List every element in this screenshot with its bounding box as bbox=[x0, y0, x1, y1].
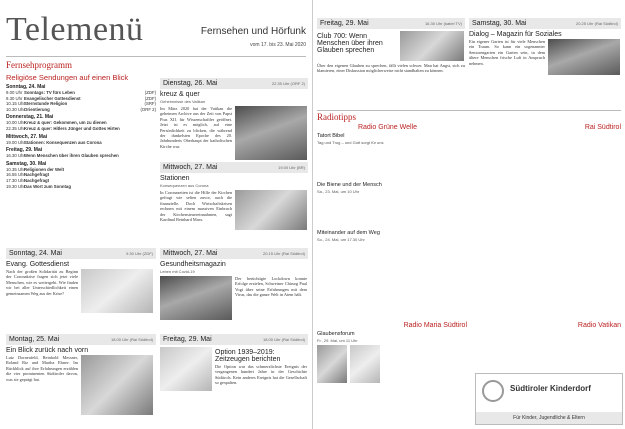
program-time: 17.30 Uhr bbox=[6, 177, 25, 183]
ad-name: Südtiroler Kinderdorf bbox=[510, 384, 591, 393]
masthead-subtitle: Fernsehen und Hörfunk bbox=[200, 26, 306, 37]
radio-text-block bbox=[421, 142, 519, 147]
article-meta: 20.15 Uhr (Rai Südtirol) bbox=[262, 251, 305, 256]
masthead-logo: Telemenü bbox=[6, 11, 144, 48]
radio-item-sub: So., 24. Mai, um 17.30 Uhr bbox=[317, 236, 365, 242]
article-title: kreuz & quer bbox=[160, 91, 200, 98]
radio-column-2 bbox=[421, 124, 519, 294]
program-title: Orientierung bbox=[24, 106, 50, 112]
article-photo bbox=[81, 355, 153, 415]
article-photo bbox=[400, 31, 464, 61]
radio-item-title: Tatort Bibel bbox=[317, 133, 345, 139]
masthead bbox=[6, 12, 306, 52]
divider bbox=[6, 56, 306, 57]
article-day: Mittwoch, 27. Mai bbox=[163, 250, 218, 257]
article-day-header bbox=[160, 162, 308, 173]
article-text: Lutz Dorneufeld, Reinhold Messner, Roland Riz und Martha Ebner: Im Rückblick auf ihre Erfahrungen erzählen die vier prominenten Südtiroler davon, was sie geprägt hat. bbox=[6, 355, 78, 382]
article-text: Die Option war das schmerzlichste Ereignis der vergangenen hundert Jahre in der Geschichte Südtirols. Kein anderes Ereignis hat die Gesellschaft so gespalten. bbox=[215, 364, 307, 386]
article-day: Dienstag, 26. Mai bbox=[163, 80, 218, 87]
program-day: Donnerstag, 21. Mai bbox=[6, 114, 54, 121]
program-channel: (ZDF) bbox=[144, 95, 156, 101]
station-name: Radio Grüne Welle bbox=[357, 124, 417, 131]
article-day-header bbox=[317, 18, 465, 29]
article-dialog bbox=[469, 18, 621, 75]
program-list bbox=[6, 84, 156, 189]
article-title: Option 1939–2019: Zeitzeugen berichten bbox=[215, 349, 281, 363]
article-day: Samstag, 30. Mai bbox=[472, 20, 527, 27]
article-photo bbox=[81, 269, 153, 313]
program-title: Evangelischer Gottesdienst bbox=[24, 95, 81, 101]
article-day: Mittwoch, 27. Mai bbox=[163, 164, 218, 171]
program-row bbox=[6, 107, 156, 113]
article-day: Freitag, 29. Mai bbox=[163, 336, 212, 343]
divider bbox=[317, 110, 621, 111]
article-day-header bbox=[160, 78, 308, 89]
ad-tagline: Für Kinder, Jugendliche & Eltern bbox=[476, 412, 622, 424]
article-meta: 18.00 Uhr (Rai Südtirol) bbox=[262, 337, 305, 342]
program-title: Kreuz & quer: Hitlers Jünger und Gottes Hirten bbox=[24, 125, 120, 131]
station-name: Radio Vatikan bbox=[577, 322, 621, 329]
program-title: Sonntags: TV fürs Leben bbox=[24, 90, 75, 95]
program-title: Kreuz & quer: Gekommen, um zu dienen bbox=[24, 120, 107, 126]
article-meta: 19.00 Uhr (BR) bbox=[278, 165, 305, 170]
article-photo bbox=[548, 39, 620, 75]
article-option bbox=[160, 334, 308, 391]
program-time: 19.30 Uhr bbox=[6, 183, 25, 189]
article-day: Freitag, 29. Mai bbox=[320, 20, 369, 27]
program-time: 10.00 Uhr bbox=[6, 120, 25, 126]
article-title: Gesundheitsmagazin bbox=[160, 261, 226, 268]
program-title: Wenn Menschen über ihren Glauben sprechen bbox=[24, 153, 119, 159]
article-meta: 18.00 Uhr (Rai Südtirol) bbox=[110, 337, 153, 342]
article-day-header bbox=[160, 334, 308, 345]
program-day: Samstag, 30. Mai bbox=[6, 160, 47, 167]
radio-item-text bbox=[317, 147, 417, 152]
article-day-header bbox=[469, 18, 621, 29]
article-title: Stationen bbox=[160, 175, 190, 182]
article-gottesdienst bbox=[6, 248, 156, 313]
radio-column-3 bbox=[523, 124, 621, 131]
radio-photo bbox=[350, 345, 380, 383]
left-page bbox=[0, 0, 312, 429]
program-time: 9.00 Uhr bbox=[6, 90, 23, 95]
masthead-dates: vom 17. bis 23. Mai 2020 bbox=[250, 42, 306, 48]
radio-item-sub: Tag und Trug – und Gott sorgt für uns bbox=[317, 140, 384, 145]
article-subtitle: Konsequenzen aus Corona bbox=[160, 183, 209, 188]
program-channel: (ZDF) bbox=[144, 90, 156, 95]
article-gesundheit bbox=[160, 248, 308, 320]
article-title: Club 700: Wenn Menschen über ihren Glauben sprechen bbox=[317, 33, 383, 54]
article-day: Sonntag, 24. Mai bbox=[9, 250, 62, 257]
article-title: Evang. Gottesdienst bbox=[6, 261, 70, 268]
article-photo bbox=[235, 106, 307, 160]
article-meta: 20.25 Uhr (Rai Südtirol) bbox=[575, 21, 618, 26]
station-name: Radio Maria Südtirol bbox=[403, 322, 467, 329]
article-title: Ein Blick zurück nach vorn bbox=[6, 347, 89, 354]
radio-item-sub: Fr., 29. Mai, um 11 Uhr bbox=[317, 338, 358, 343]
radio-item-sub: Sa., 23. Mai, um 10 Uhr bbox=[317, 188, 360, 194]
kinderdorf-ad[interactable] bbox=[475, 373, 623, 425]
program-overview bbox=[6, 60, 156, 189]
radio-photo bbox=[317, 345, 347, 383]
program-row bbox=[6, 126, 156, 132]
section-title: Fernsehprogramm bbox=[6, 60, 72, 70]
article-text: Der berüchtigte Lockdown konnte Erfolge erzielen, Schweiner Chirurg Paul Vogt über seine Erfahrungen mit dem Virus, das die ganze Welt in Atem hält. bbox=[235, 276, 307, 298]
radio-item-title: Miteinander auf dem Weg bbox=[317, 229, 380, 236]
radiotipps-title: Radiotipps bbox=[317, 112, 357, 122]
radio-column-1 bbox=[317, 124, 417, 244]
overview-heading: Religiöse Sendungen auf einen Blick bbox=[6, 73, 129, 82]
article-text: Im März 2020 hat der Vatikan die geheimen Archive aus der Zeit von Papst Pius XII. für Wissenschaftler geöffnet. Jetzt ist es möglich, auf eine Persönlichkeit zu blicken, die während der dunkelsten Epoche des 20. Jahrhunderts Oberhaupt der katholischen Kirche war. bbox=[160, 106, 232, 149]
program-time: 10.15 Uhr bbox=[6, 101, 25, 107]
article-day: Montag, 25. Mai bbox=[9, 336, 60, 343]
program-row bbox=[6, 140, 156, 146]
article-meta: 22.35 Uhr (ORF 2) bbox=[271, 81, 305, 86]
kinderdorf-logo-icon bbox=[482, 380, 504, 402]
program-day: Sonntag, 24. Mai bbox=[6, 84, 46, 90]
radio-item-title: Glaubensforum bbox=[317, 331, 355, 337]
article-text: Ein eigener Garten ist für viele Menschen ein Traum. So kann ein sogenannter Seniorengarten ein Garten sein, in dem ältere Menschen frische Luft in Anspruch nehmen. bbox=[469, 39, 545, 66]
article-meta: 9.30 Uhr (ZDF) bbox=[126, 251, 153, 256]
article-club700 bbox=[317, 18, 465, 74]
radio-maria bbox=[317, 322, 467, 383]
station-name: Rai Südtirol bbox=[584, 124, 621, 131]
program-time: 9.30 Uhr bbox=[6, 95, 23, 101]
program-title: Stationen: Konsequenzen aus Corona bbox=[24, 139, 102, 145]
article-photo bbox=[235, 190, 307, 230]
article-text: In Coronazeiten ist die Hilfe der Kirchen gefragt wie selten zuvor, auch die finanzielle. Doch Wirtschaftskrisen rechnen mit einem massiven Einbruch der Kirchensteuereinnahmen, sagt Kardinal Reinhard Marx. bbox=[160, 190, 232, 223]
article-day-header bbox=[6, 334, 156, 345]
program-day: Freitag, 29. Mai bbox=[6, 147, 43, 154]
program-row bbox=[6, 153, 156, 159]
program-title: Das Wort zum Sonntag bbox=[24, 183, 71, 189]
right-page bbox=[313, 0, 625, 429]
radio-vatikan bbox=[523, 322, 621, 329]
program-title: Religionen der Welt bbox=[24, 166, 65, 172]
program-time: 16.30 Uhr bbox=[6, 153, 25, 159]
radio-item-title: Die Biene und der Mensch bbox=[317, 181, 382, 188]
article-dienstag bbox=[160, 78, 308, 160]
program-time: 16.55 Uhr bbox=[6, 172, 25, 178]
article-photo bbox=[160, 347, 212, 391]
program-title: Nachgefragt bbox=[24, 172, 50, 178]
article-meta: 16.30 Uhr (kabel TV) bbox=[424, 21, 462, 26]
article-photo bbox=[160, 276, 232, 320]
program-time: 22.35 Uhr bbox=[6, 125, 25, 131]
article-stationen bbox=[160, 162, 308, 230]
program-channel: (SRF) bbox=[144, 101, 156, 107]
article-rueckblick bbox=[6, 334, 156, 415]
article-text: Nach der großen Solidarität zu Beginn der Coronakrise fragen sich jetzt viele Menschen, wie es weitergeht. Wie finden wir bei aller Unterschiedlichkeit einen gemeinsamen Weg aus der Krise? bbox=[6, 269, 78, 296]
program-row bbox=[6, 184, 156, 190]
program-title: Nachgefragt bbox=[24, 177, 50, 183]
program-time: 10.30 Uhr bbox=[6, 106, 25, 112]
program-day: Mittwoch, 27. Mai bbox=[6, 133, 48, 140]
program-title: Sternstunde Religion bbox=[24, 101, 68, 107]
program-time: 19.00 Uhr bbox=[6, 139, 25, 145]
program-channel: (ORF 2) bbox=[140, 106, 156, 112]
article-text: Über den eigenen Glauben zu sprechen, fällt vielen schwer. Man hat Angst, sich zu blamieren, einer Diskussion möglicherweise nicht standhalten zu können. bbox=[317, 63, 465, 74]
article-title: Dialog – Magazin für Soziales bbox=[469, 31, 562, 38]
article-subtitle: Leben mit Covid-19 bbox=[160, 269, 195, 274]
article-day-header bbox=[160, 248, 308, 259]
article-subtitle: Geheimnisse des Vatikan bbox=[160, 99, 206, 104]
article-day-header bbox=[6, 248, 156, 259]
program-time: 10.35 Uhr bbox=[6, 166, 25, 172]
